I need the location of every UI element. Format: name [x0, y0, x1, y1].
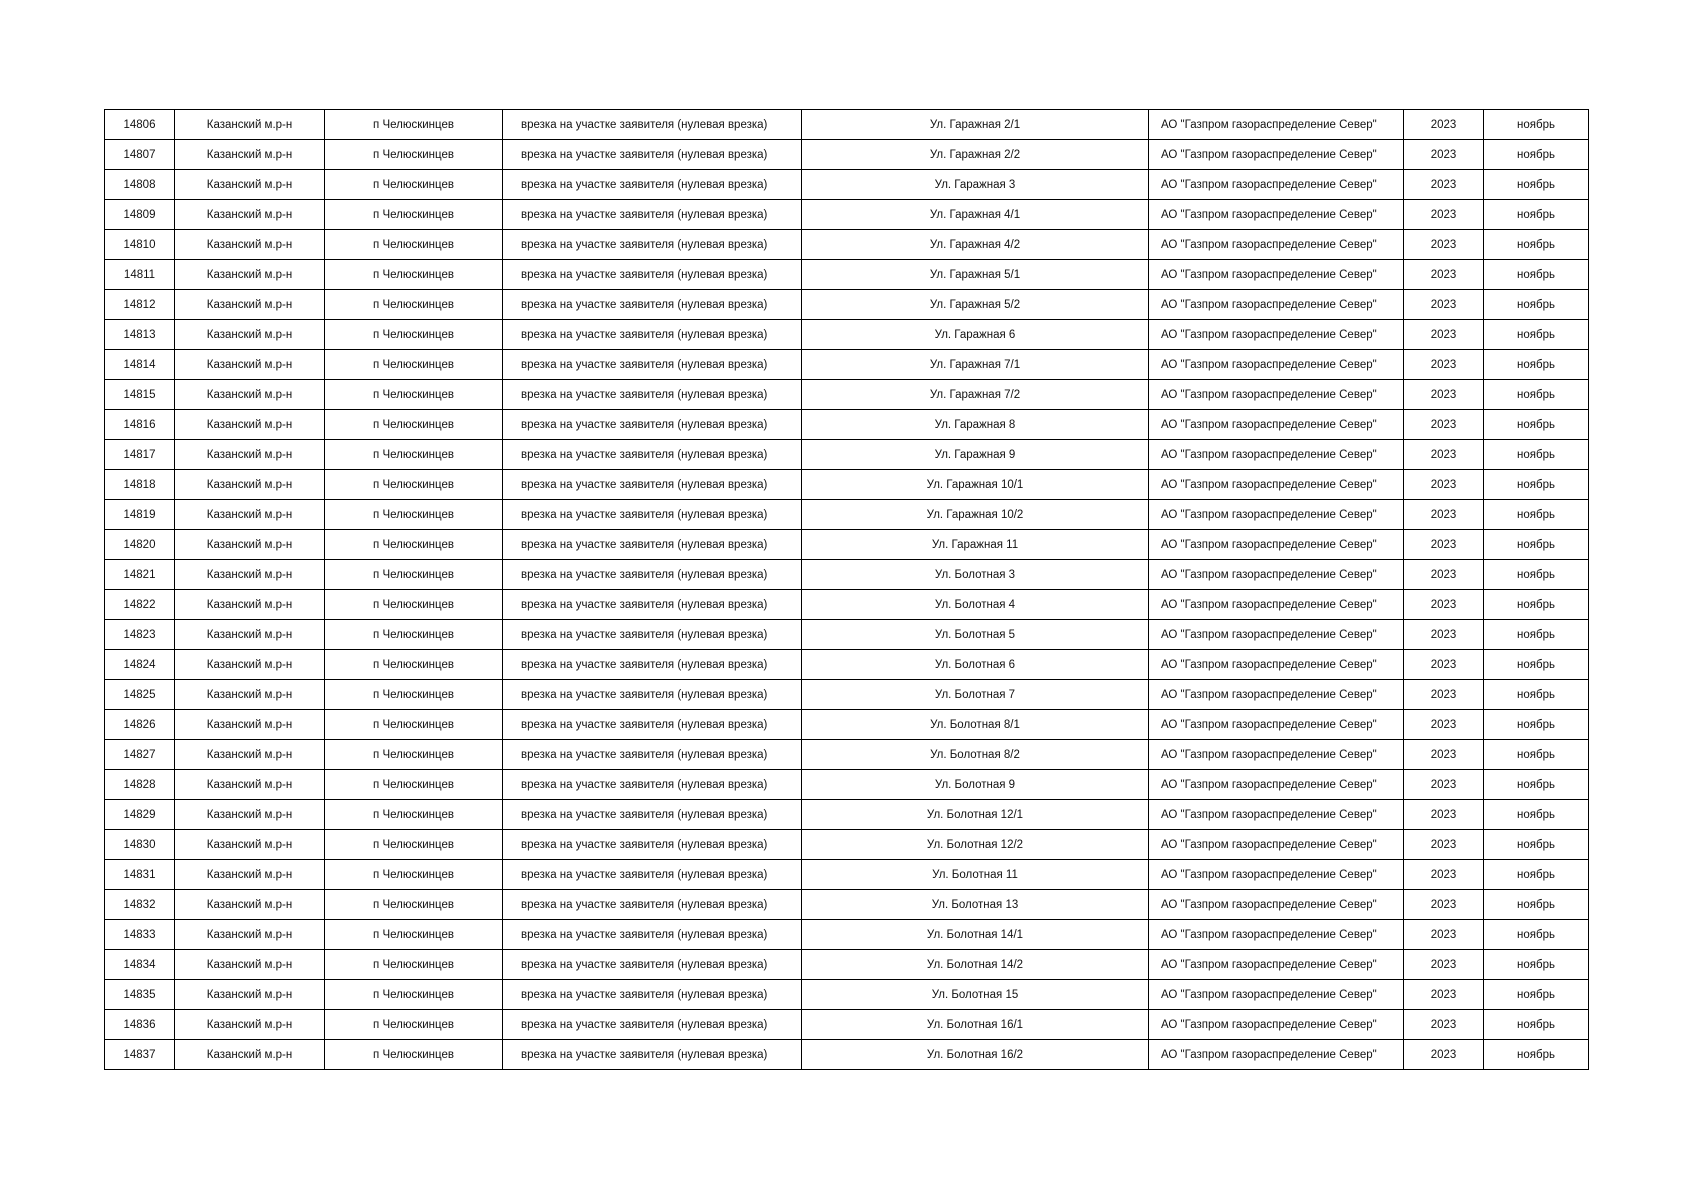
connection-type-cell: врезка на участке заявителя (нулевая врезка): [503, 830, 802, 860]
address-cell: Ул. Болотная 16/2: [802, 1040, 1149, 1070]
address-cell: Ул. Гаражная 10/1: [802, 470, 1149, 500]
table-row: [105, 980, 1589, 1010]
settlement-cell: п Челюскинцев: [325, 230, 503, 260]
table-row: [105, 890, 1589, 920]
table-row: [105, 650, 1589, 680]
month-cell: ноябрь: [1484, 920, 1589, 950]
table-row: [105, 260, 1589, 290]
organization-cell: АО "Газпром газораспределение Север": [1149, 560, 1404, 590]
month-cell: ноябрь: [1484, 230, 1589, 260]
connection-type-cell: врезка на участке заявителя (нулевая врезка): [503, 440, 802, 470]
organization-cell: АО "Газпром газораспределение Север": [1149, 740, 1404, 770]
address-cell: Ул. Гаражная 8: [802, 410, 1149, 440]
month-cell: ноябрь: [1484, 530, 1589, 560]
month-cell: ноябрь: [1484, 620, 1589, 650]
month-cell: ноябрь: [1484, 980, 1589, 1010]
connection-type-cell: врезка на участке заявителя (нулевая врезка): [503, 620, 802, 650]
table-row: [105, 680, 1589, 710]
address-cell: Ул. Болотная 5: [802, 620, 1149, 650]
settlement-cell: п Челюскинцев: [325, 380, 503, 410]
year-cell: 2023: [1404, 470, 1484, 500]
organization-cell: АО "Газпром газораспределение Север": [1149, 320, 1404, 350]
district-cell: Казанский м.р-н: [175, 800, 325, 830]
record-id-cell: 14829: [105, 800, 175, 830]
district-cell: Казанский м.р-н: [175, 290, 325, 320]
district-cell: Казанский м.р-н: [175, 980, 325, 1010]
month-cell: ноябрь: [1484, 1010, 1589, 1040]
month-cell: ноябрь: [1484, 260, 1589, 290]
address-cell: Ул. Гаражная 10/2: [802, 500, 1149, 530]
record-id-cell: 14832: [105, 890, 175, 920]
district-cell: Казанский м.р-н: [175, 260, 325, 290]
address-cell: Ул. Болотная 4: [802, 590, 1149, 620]
month-cell: ноябрь: [1484, 410, 1589, 440]
connection-type-cell: врезка на участке заявителя (нулевая врезка): [503, 320, 802, 350]
connection-type-cell: врезка на участке заявителя (нулевая врезка): [503, 650, 802, 680]
district-cell: Казанский м.р-н: [175, 320, 325, 350]
connection-type-cell: врезка на участке заявителя (нулевая врезка): [503, 740, 802, 770]
table-row: [105, 140, 1589, 170]
settlement-cell: п Челюскинцев: [325, 980, 503, 1010]
year-cell: 2023: [1404, 650, 1484, 680]
year-cell: 2023: [1404, 230, 1484, 260]
year-cell: 2023: [1404, 410, 1484, 440]
record-id-cell: 14821: [105, 560, 175, 590]
settlement-cell: п Челюскинцев: [325, 920, 503, 950]
year-cell: 2023: [1404, 140, 1484, 170]
record-id-cell: 14809: [105, 200, 175, 230]
district-cell: Казанский м.р-н: [175, 440, 325, 470]
connection-type-cell: врезка на участке заявителя (нулевая врезка): [503, 500, 802, 530]
organization-cell: АО "Газпром газораспределение Север": [1149, 920, 1404, 950]
connection-type-cell: врезка на участке заявителя (нулевая врезка): [503, 470, 802, 500]
year-cell: 2023: [1404, 830, 1484, 860]
connection-type-cell: врезка на участке заявителя (нулевая врезка): [503, 200, 802, 230]
organization-cell: АО "Газпром газораспределение Север": [1149, 140, 1404, 170]
settlement-cell: п Челюскинцев: [325, 860, 503, 890]
record-id-cell: 14807: [105, 140, 175, 170]
settlement-cell: п Челюскинцев: [325, 200, 503, 230]
address-cell: Ул. Гаражная 2/1: [802, 110, 1149, 140]
connection-type-cell: врезка на участке заявителя (нулевая врезка): [503, 140, 802, 170]
month-cell: ноябрь: [1484, 440, 1589, 470]
year-cell: 2023: [1404, 200, 1484, 230]
month-cell: ноябрь: [1484, 560, 1589, 590]
address-cell: Ул. Гаражная 7/2: [802, 380, 1149, 410]
table-row: [105, 800, 1589, 830]
settlement-cell: п Челюскинцев: [325, 620, 503, 650]
organization-cell: АО "Газпром газораспределение Север": [1149, 620, 1404, 650]
month-cell: ноябрь: [1484, 350, 1589, 380]
district-cell: Казанский м.р-н: [175, 920, 325, 950]
district-cell: Казанский м.р-н: [175, 830, 325, 860]
table-row: [105, 470, 1589, 500]
table-row: [105, 350, 1589, 380]
table-row: [105, 320, 1589, 350]
district-cell: Казанский м.р-н: [175, 770, 325, 800]
settlement-cell: п Челюскинцев: [325, 530, 503, 560]
connection-type-cell: врезка на участке заявителя (нулевая врезка): [503, 590, 802, 620]
address-cell: Ул. Гаражная 5/1: [802, 260, 1149, 290]
month-cell: ноябрь: [1484, 590, 1589, 620]
table-row: [105, 410, 1589, 440]
district-cell: Казанский м.р-н: [175, 860, 325, 890]
settlement-cell: п Челюскинцев: [325, 770, 503, 800]
record-id-cell: 14824: [105, 650, 175, 680]
district-cell: Казанский м.р-н: [175, 170, 325, 200]
table-row: [105, 560, 1589, 590]
connection-type-cell: врезка на участке заявителя (нулевая врезка): [503, 770, 802, 800]
connection-type-cell: врезка на участке заявителя (нулевая врезка): [503, 980, 802, 1010]
record-id-cell: 14833: [105, 920, 175, 950]
address-cell: Ул. Болотная 15: [802, 980, 1149, 1010]
organization-cell: АО "Газпром газораспределение Север": [1149, 980, 1404, 1010]
district-cell: Казанский м.р-н: [175, 740, 325, 770]
record-id-cell: 14818: [105, 470, 175, 500]
district-cell: Казанский м.р-н: [175, 560, 325, 590]
month-cell: ноябрь: [1484, 500, 1589, 530]
year-cell: 2023: [1404, 590, 1484, 620]
year-cell: 2023: [1404, 860, 1484, 890]
settlement-cell: п Челюскинцев: [325, 950, 503, 980]
table-row: [105, 710, 1589, 740]
year-cell: 2023: [1404, 710, 1484, 740]
organization-cell: АО "Газпром газораспределение Север": [1149, 890, 1404, 920]
year-cell: 2023: [1404, 560, 1484, 590]
record-id-cell: 14811: [105, 260, 175, 290]
organization-cell: АО "Газпром газораспределение Север": [1149, 800, 1404, 830]
organization-cell: АО "Газпром газораспределение Север": [1149, 710, 1404, 740]
district-cell: Казанский м.р-н: [175, 410, 325, 440]
record-id-cell: 14819: [105, 500, 175, 530]
month-cell: ноябрь: [1484, 380, 1589, 410]
address-cell: Ул. Болотная 7: [802, 680, 1149, 710]
year-cell: 2023: [1404, 500, 1484, 530]
connection-type-cell: врезка на участке заявителя (нулевая врезка): [503, 710, 802, 740]
month-cell: ноябрь: [1484, 740, 1589, 770]
district-cell: Казанский м.р-н: [175, 650, 325, 680]
organization-cell: АО "Газпром газораспределение Север": [1149, 830, 1404, 860]
record-id-cell: 14822: [105, 590, 175, 620]
settlement-cell: п Челюскинцев: [325, 110, 503, 140]
settlement-cell: п Челюскинцев: [325, 1010, 503, 1040]
organization-cell: АО "Газпром газораспределение Север": [1149, 260, 1404, 290]
address-cell: Ул. Болотная 12/1: [802, 800, 1149, 830]
month-cell: ноябрь: [1484, 200, 1589, 230]
record-id-cell: 14823: [105, 620, 175, 650]
connection-type-cell: врезка на участке заявителя (нулевая врезка): [503, 380, 802, 410]
year-cell: 2023: [1404, 890, 1484, 920]
table-row: [105, 740, 1589, 770]
organization-cell: АО "Газпром газораспределение Север": [1149, 680, 1404, 710]
record-id-cell: 14806: [105, 110, 175, 140]
table-row: [105, 110, 1589, 140]
table-row: [105, 1040, 1589, 1070]
district-cell: Казанский м.р-н: [175, 110, 325, 140]
year-cell: 2023: [1404, 770, 1484, 800]
address-cell: Ул. Гаражная 9: [802, 440, 1149, 470]
record-id-cell: 14825: [105, 680, 175, 710]
organization-cell: АО "Газпром газораспределение Север": [1149, 860, 1404, 890]
address-cell: Ул. Гаражная 4/1: [802, 200, 1149, 230]
address-cell: Ул. Болотная 14/1: [802, 920, 1149, 950]
district-cell: Казанский м.р-н: [175, 680, 325, 710]
year-cell: 2023: [1404, 110, 1484, 140]
month-cell: ноябрь: [1484, 650, 1589, 680]
settlement-cell: п Челюскинцев: [325, 800, 503, 830]
organization-cell: АО "Газпром газораспределение Север": [1149, 1040, 1404, 1070]
address-cell: Ул. Болотная 12/2: [802, 830, 1149, 860]
organization-cell: АО "Газпром газораспределение Север": [1149, 530, 1404, 560]
table-row: [105, 830, 1589, 860]
connection-type-cell: врезка на участке заявителя (нулевая врезка): [503, 800, 802, 830]
month-cell: ноябрь: [1484, 890, 1589, 920]
address-cell: Ул. Болотная 6: [802, 650, 1149, 680]
settlement-cell: п Челюскинцев: [325, 830, 503, 860]
record-id-cell: 14826: [105, 710, 175, 740]
settlement-cell: п Челюскинцев: [325, 410, 503, 440]
settlement-cell: п Челюскинцев: [325, 500, 503, 530]
year-cell: 2023: [1404, 170, 1484, 200]
month-cell: ноябрь: [1484, 470, 1589, 500]
organization-cell: АО "Газпром газораспределение Север": [1149, 170, 1404, 200]
table-row: [105, 440, 1589, 470]
district-cell: Казанский м.р-н: [175, 530, 325, 560]
table-row: [105, 170, 1589, 200]
year-cell: 2023: [1404, 530, 1484, 560]
record-id-cell: 14835: [105, 980, 175, 1010]
year-cell: 2023: [1404, 950, 1484, 980]
settlement-cell: п Челюскинцев: [325, 650, 503, 680]
connection-type-cell: врезка на участке заявителя (нулевая врезка): [503, 680, 802, 710]
year-cell: 2023: [1404, 680, 1484, 710]
address-cell: Ул. Болотная 8/1: [802, 710, 1149, 740]
year-cell: 2023: [1404, 620, 1484, 650]
settlement-cell: п Челюскинцев: [325, 290, 503, 320]
district-cell: Казанский м.р-н: [175, 620, 325, 650]
record-id-cell: 14820: [105, 530, 175, 560]
connection-type-cell: врезка на участке заявителя (нулевая врезка): [503, 170, 802, 200]
record-id-cell: 14813: [105, 320, 175, 350]
organization-cell: АО "Газпром газораспределение Север": [1149, 590, 1404, 620]
settlement-cell: п Челюскинцев: [325, 680, 503, 710]
record-id-cell: 14836: [105, 1010, 175, 1040]
settlement-cell: п Челюскинцев: [325, 710, 503, 740]
district-cell: Казанский м.р-н: [175, 590, 325, 620]
address-cell: Ул. Болотная 14/2: [802, 950, 1149, 980]
table-row: [105, 290, 1589, 320]
connection-type-cell: врезка на участке заявителя (нулевая врезка): [503, 920, 802, 950]
year-cell: 2023: [1404, 380, 1484, 410]
settlement-cell: п Челюскинцев: [325, 470, 503, 500]
district-cell: Казанский м.р-н: [175, 710, 325, 740]
organization-cell: АО "Газпром газораспределение Север": [1149, 380, 1404, 410]
organization-cell: АО "Газпром газораспределение Север": [1149, 470, 1404, 500]
address-cell: Ул. Болотная 9: [802, 770, 1149, 800]
table-row: [105, 770, 1589, 800]
organization-cell: АО "Газпром газораспределение Север": [1149, 500, 1404, 530]
connection-type-cell: врезка на участке заявителя (нулевая врезка): [503, 860, 802, 890]
address-cell: Ул. Болотная 16/1: [802, 1010, 1149, 1040]
month-cell: ноябрь: [1484, 170, 1589, 200]
organization-cell: АО "Газпром газораспределение Север": [1149, 290, 1404, 320]
connection-type-cell: врезка на участке заявителя (нулевая врезка): [503, 110, 802, 140]
connection-type-cell: врезка на участке заявителя (нулевая врезка): [503, 560, 802, 590]
settlement-cell: п Челюскинцев: [325, 170, 503, 200]
connection-type-cell: врезка на участке заявителя (нулевая врезка): [503, 290, 802, 320]
connection-type-cell: врезка на участке заявителя (нулевая врезка): [503, 530, 802, 560]
settlement-cell: п Челюскинцев: [325, 140, 503, 170]
district-cell: Казанский м.р-н: [175, 890, 325, 920]
address-cell: Ул. Гаражная 3: [802, 170, 1149, 200]
month-cell: ноябрь: [1484, 290, 1589, 320]
record-id-cell: 14831: [105, 860, 175, 890]
table-row: [105, 920, 1589, 950]
month-cell: ноябрь: [1484, 110, 1589, 140]
table-body: [105, 110, 1589, 1070]
organization-cell: АО "Газпром газораспределение Север": [1149, 410, 1404, 440]
table-row: [105, 230, 1589, 260]
settlement-cell: п Челюскинцев: [325, 740, 503, 770]
settlement-cell: п Челюскинцев: [325, 560, 503, 590]
organization-cell: АО "Газпром газораспределение Север": [1149, 1010, 1404, 1040]
record-id-cell: 14808: [105, 170, 175, 200]
year-cell: 2023: [1404, 260, 1484, 290]
year-cell: 2023: [1404, 350, 1484, 380]
district-cell: Казанский м.р-н: [175, 350, 325, 380]
settlement-cell: п Челюскинцев: [325, 590, 503, 620]
month-cell: ноябрь: [1484, 950, 1589, 980]
year-cell: 2023: [1404, 740, 1484, 770]
address-cell: Ул. Гаражная 7/1: [802, 350, 1149, 380]
record-id-cell: 14814: [105, 350, 175, 380]
district-cell: Казанский м.р-н: [175, 380, 325, 410]
record-id-cell: 14834: [105, 950, 175, 980]
settlement-cell: п Челюскинцев: [325, 1040, 503, 1070]
organization-cell: АО "Газпром газораспределение Север": [1149, 230, 1404, 260]
address-cell: Ул. Гаражная 2/2: [802, 140, 1149, 170]
record-id-cell: 14810: [105, 230, 175, 260]
year-cell: 2023: [1404, 980, 1484, 1010]
month-cell: ноябрь: [1484, 830, 1589, 860]
settlement-cell: п Челюскинцев: [325, 350, 503, 380]
address-cell: Ул. Болотная 11: [802, 860, 1149, 890]
organization-cell: АО "Газпром газораспределение Север": [1149, 950, 1404, 980]
organization-cell: АО "Газпром газораспределение Север": [1149, 350, 1404, 380]
table-row: [105, 530, 1589, 560]
address-cell: Ул. Болотная 3: [802, 560, 1149, 590]
connection-type-cell: врезка на участке заявителя (нулевая врезка): [503, 1010, 802, 1040]
table-row: [105, 500, 1589, 530]
address-cell: Ул. Болотная 8/2: [802, 740, 1149, 770]
table-row: [105, 590, 1589, 620]
data-table: [104, 109, 1589, 1070]
district-cell: Казанский м.р-н: [175, 470, 325, 500]
district-cell: Казанский м.р-н: [175, 230, 325, 260]
district-cell: Казанский м.р-н: [175, 500, 325, 530]
record-id-cell: 14815: [105, 380, 175, 410]
year-cell: 2023: [1404, 1040, 1484, 1070]
table-row: [105, 620, 1589, 650]
organization-cell: АО "Газпром газораспределение Север": [1149, 200, 1404, 230]
district-cell: Казанский м.р-н: [175, 950, 325, 980]
year-cell: 2023: [1404, 920, 1484, 950]
connection-type-cell: врезка на участке заявителя (нулевая врезка): [503, 230, 802, 260]
district-cell: Казанский м.р-н: [175, 1040, 325, 1070]
year-cell: 2023: [1404, 800, 1484, 830]
connection-type-cell: врезка на участке заявителя (нулевая врезка): [503, 890, 802, 920]
connection-type-cell: врезка на участке заявителя (нулевая врезка): [503, 410, 802, 440]
table-row: [105, 200, 1589, 230]
settlement-cell: п Челюскинцев: [325, 440, 503, 470]
address-cell: Ул. Болотная 13: [802, 890, 1149, 920]
record-id-cell: 14827: [105, 740, 175, 770]
year-cell: 2023: [1404, 320, 1484, 350]
table-row: [105, 950, 1589, 980]
record-id-cell: 14817: [105, 440, 175, 470]
district-cell: Казанский м.р-н: [175, 140, 325, 170]
connection-type-cell: врезка на участке заявителя (нулевая врезка): [503, 260, 802, 290]
record-id-cell: 14830: [105, 830, 175, 860]
organization-cell: АО "Газпром газораспределение Север": [1149, 110, 1404, 140]
settlement-cell: п Челюскинцев: [325, 320, 503, 350]
table-row: [105, 1010, 1589, 1040]
district-cell: Казанский м.р-н: [175, 1010, 325, 1040]
address-cell: Ул. Гаражная 5/2: [802, 290, 1149, 320]
organization-cell: АО "Газпром газораспределение Север": [1149, 770, 1404, 800]
organization-cell: АО "Газпром газораспределение Север": [1149, 440, 1404, 470]
record-id-cell: 14816: [105, 410, 175, 440]
record-id-cell: 14837: [105, 1040, 175, 1070]
month-cell: ноябрь: [1484, 800, 1589, 830]
month-cell: ноябрь: [1484, 860, 1589, 890]
record-id-cell: 14828: [105, 770, 175, 800]
year-cell: 2023: [1404, 440, 1484, 470]
connection-type-cell: врезка на участке заявителя (нулевая врезка): [503, 950, 802, 980]
month-cell: ноябрь: [1484, 1040, 1589, 1070]
address-cell: Ул. Гаражная 6: [802, 320, 1149, 350]
settlement-cell: п Челюскинцев: [325, 890, 503, 920]
month-cell: ноябрь: [1484, 680, 1589, 710]
table-row: [105, 380, 1589, 410]
year-cell: 2023: [1404, 290, 1484, 320]
month-cell: ноябрь: [1484, 710, 1589, 740]
connection-type-cell: врезка на участке заявителя (нулевая врезка): [503, 1040, 802, 1070]
year-cell: 2023: [1404, 1010, 1484, 1040]
record-id-cell: 14812: [105, 290, 175, 320]
address-cell: Ул. Гаражная 11: [802, 530, 1149, 560]
connection-type-cell: врезка на участке заявителя (нулевая врезка): [503, 350, 802, 380]
month-cell: ноябрь: [1484, 320, 1589, 350]
settlement-cell: п Челюскинцев: [325, 260, 503, 290]
table-row: [105, 860, 1589, 890]
organization-cell: АО "Газпром газораспределение Север": [1149, 650, 1404, 680]
district-cell: Казанский м.р-н: [175, 200, 325, 230]
month-cell: ноябрь: [1484, 770, 1589, 800]
address-cell: Ул. Гаражная 4/2: [802, 230, 1149, 260]
month-cell: ноябрь: [1484, 140, 1589, 170]
